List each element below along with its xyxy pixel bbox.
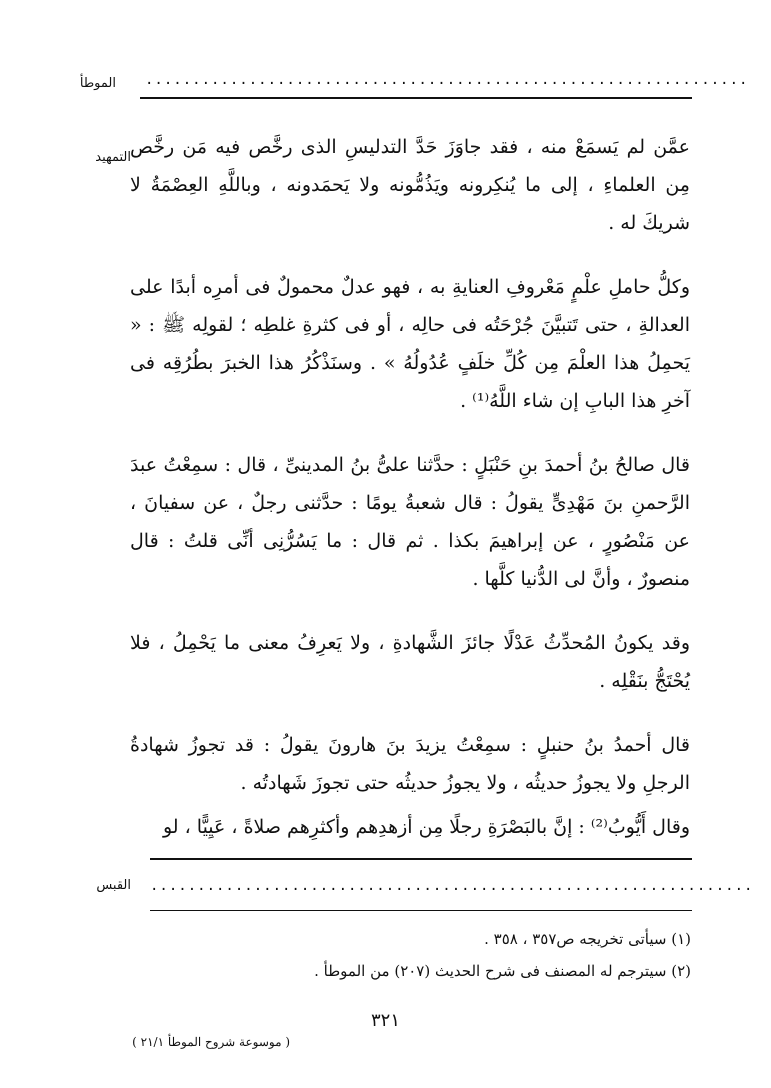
paragraph-5: قال أحمدُ بنُ حنبلٍ : سمِعْتُ يزيدَ بنَ هارونَ يقولُ : قد تجوزُ شهادةُ الرجلِ ولا يجوزُ حديثُه ، ولا يجوزُ حديثُه حتى تجوزَ شَهادتُه . xyxy=(130,734,690,794)
footnote-rule xyxy=(150,910,692,911)
page-number: ٣٢١ xyxy=(370,1010,400,1031)
lower-dotted-line: ................................................................ xyxy=(150,878,754,894)
paragraph-3: قال صالحُ بنُ أحمدَ بنِ حَنْبَلٍ : حدَّثنا علىُّ بنُ المدينىِّ ، قال : سمِعْتُ عبدَ الرَّحمنِ بنَ مَهْدِىٍّ يقولُ : قال شعبةُ يومًا : حدَّثنى رجلٌ ، عن سفيانَ ، عن مَنْصُورٍ ، عن إبراهيمَ بكذا . ثم قال : ما يَسُرُّنِى أنِّى قلتُ : قال منصورٌ ، وأنَّ لى الدُّنيا كلَّها . xyxy=(130,454,690,590)
paragraph-6: وقال أَيُّوبُ⁽²⁾ : إنَّ بالبَصْرَةِ رجلًا مِن أزهدِهم وأكثرِهم صلاةً ، عَيِيًّا ، لو xyxy=(162,816,690,838)
main-text xyxy=(130,128,690,846)
paragraph-2: وكلُّ حاملِ علْمٍ مَعْروفِ العنايةِ به ، فهو عدلٌ محمولٌ فى أمرِه أبدًا على العدالةِ ، حتى تَتبيَّنَ جُرْحَتُه فى حالِه ، أو فى كثرةِ غلطِه ؛ لقولِه ﷺ : « يَحمِلُ هذا العلْمَ مِن كُلِّ خلَفٍ عُدُولُهُ » . وسنَذْكُرُ هذا الخبرَ بطُرُقِه فى آخرِ هذا البابِ إن شاء اللَّهُ⁽¹⁾ . xyxy=(130,276,690,412)
footnote-1: (١) سيأتى تخريجه ص٣٥٧ ، ٣٥٨ . xyxy=(484,930,691,948)
side-label-tamhid: التمهيد xyxy=(95,150,131,165)
header-dotted-line: ................................................................ xyxy=(145,72,749,88)
paragraph-1: عمَّن لم يَسمَعْ منه ، فقد جاوَزَ حَدَّ التدليسِ الذى رخَّص فيه مَن رخَّص مِن العلماءِ ، إلى ما يُنكِرونه ويَذُمُّونه ولا يَحمَدونه ، وباللَّهِ العِصْمَةُ لا شريكَ له . xyxy=(130,136,690,234)
side-label-qabas: القبس xyxy=(96,878,131,893)
paragraph-4: وقد يكونُ المُحدِّثُ عَدْلًا جائزَ الشَّهادةِ ، ولا يَعرِفُ معنى ما يَحْمِلُ ، فلا يُحْتَجُّ بنَقْلِه . xyxy=(130,632,690,692)
lower-rule xyxy=(150,858,692,860)
header-rule xyxy=(140,97,692,99)
header-title: الموطأ xyxy=(79,76,116,91)
bottom-reference: ( موسوعة شروح الموطأ ٢١/١ ) xyxy=(132,1035,290,1049)
footnote-2: (٢) سيترجم له المصنف فى شرح الحديث (٢٠٧) من الموطأ . xyxy=(314,962,691,980)
